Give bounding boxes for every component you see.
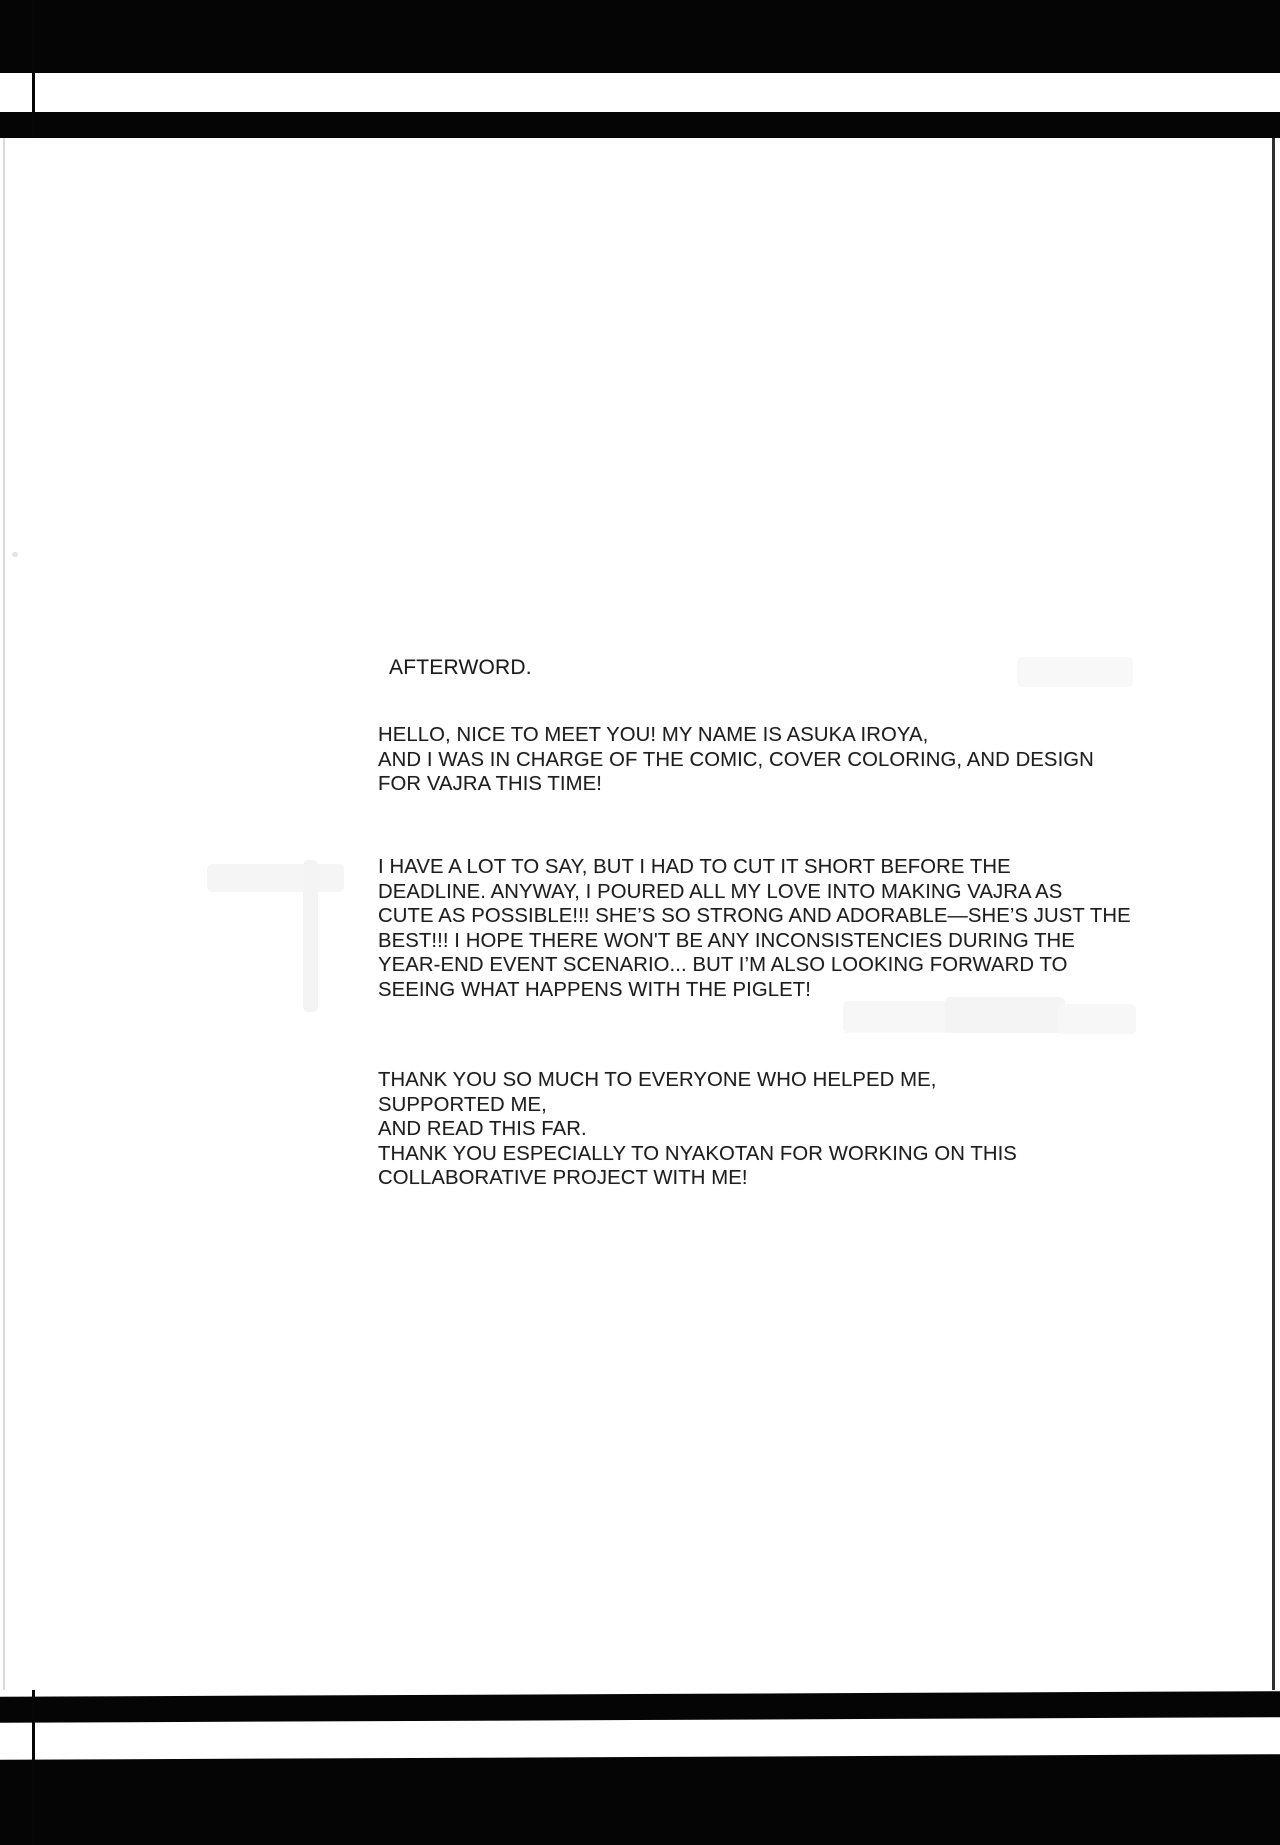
text-line: AND I WAS IN CHARGE OF THE COMIC, COVER COLORING, AND DESIGN [378, 748, 1094, 771]
paragraph-body [378, 855, 1131, 1002]
text-line: SEEING WHAT HAPPENS WITH THE PIGLET! [378, 978, 811, 1001]
text-line: DEADLINE. ANYWAY, I POURED ALL MY LOVE INTO MAKING VAJRA AS [378, 880, 1063, 903]
bottom-border-group [0, 1687, 1280, 1845]
text-line: AND READ THIS FAR. [378, 1118, 587, 1140]
text-line: THANK YOU ESPECIALLY TO NYAKOTAN FOR WORKING ON THIS [378, 1142, 1017, 1165]
top-inner-black-border [0, 112, 1280, 138]
text-line: SUPPORTED ME, [378, 1093, 547, 1116]
text-line: THANK YOU SO MUCH TO EVERYONE WHO HELPED ME, [378, 1069, 937, 1091]
text-line: YEAR-END EVENT SCENARIO... BUT I’M ALSO LOOKING FORWARD TO [378, 954, 1068, 976]
scan-blotch [303, 860, 318, 1012]
scan-blotch [207, 864, 344, 892]
afterword-heading: AFTERWORD. [389, 656, 532, 679]
text-line: CUTE AS POSSIBLE!!! SHE’S SO STRONG AND ADORABLE—SHE’S JUST THE [378, 905, 1131, 927]
top-black-border [0, 0, 1280, 73]
scan-speck [12, 552, 18, 557]
bottom-black-border [0, 1754, 1280, 1845]
page-spine-seam-bottom [32, 1690, 35, 1845]
left-page-edge-line [3, 138, 5, 1690]
text-line: FOR VAJRA THIS TIME! [378, 773, 603, 795]
text-line: COLLABORATIVE PROJECT WITH ME! [378, 1167, 748, 1189]
scan-blotch [843, 1001, 953, 1033]
text-line: I HAVE A LOT TO SAY, BUT I HAD TO CUT IT SHORT BEFORE THE [378, 856, 1011, 878]
paragraph-intro [378, 723, 1094, 797]
scan-blotch [945, 997, 1065, 1033]
text-line: BEST!!! I HOPE THERE WON'T BE ANY INCONSISTENCIES DURING THE [378, 929, 1075, 952]
page-spine-seam-top [32, 0, 35, 138]
right-page-edge-line [1272, 138, 1275, 1690]
paragraph-thanks [378, 1068, 1017, 1191]
text-line: HELLO, NICE TO MEET YOU! MY NAME IS ASUKA IROYA, [378, 724, 929, 746]
bottom-black-border-thin [0, 1691, 1280, 1723]
scan-blotch [1058, 1004, 1136, 1034]
scan-blotch [1017, 657, 1133, 687]
